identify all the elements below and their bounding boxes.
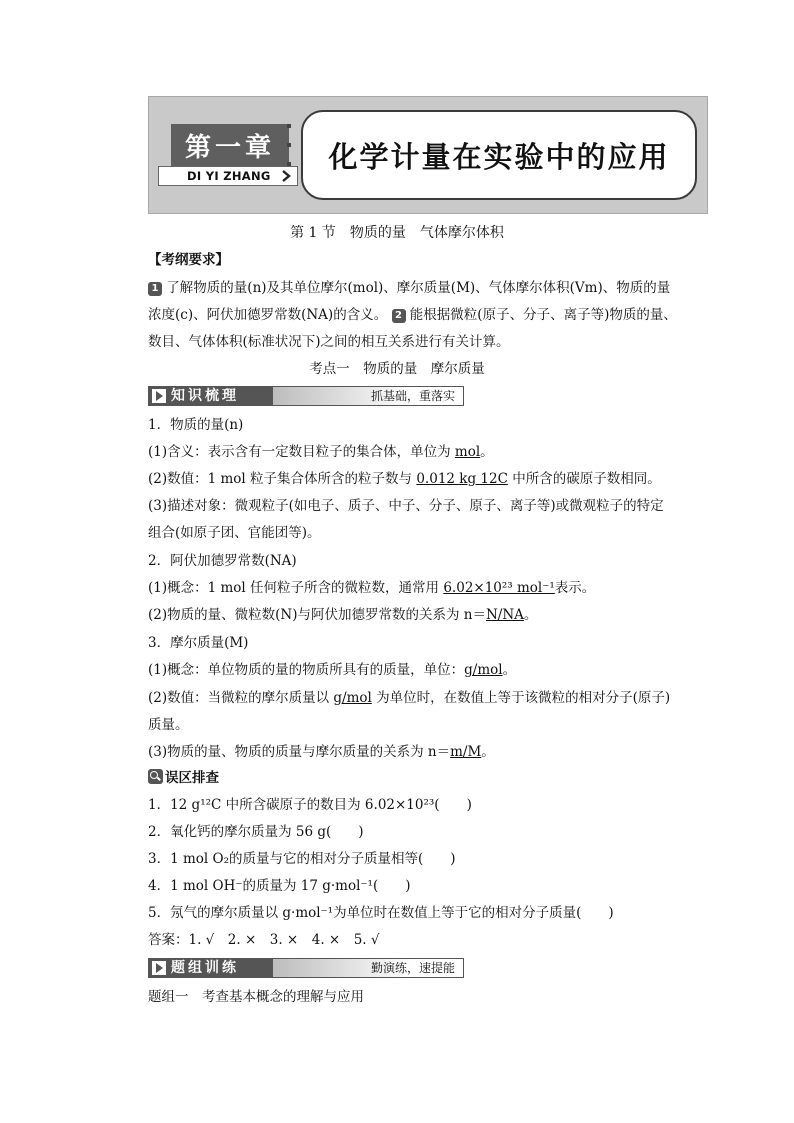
number-badge-1: 1 [148,282,162,296]
section-bar-practice [148,958,464,978]
chevron-right-icon [279,169,293,183]
requirements-heading: 【考纲要求】 [148,252,229,268]
play-icon [152,961,166,975]
chapter-title: 化学计量在实验中的应用 [301,110,697,200]
knowledge-paragraph: (3)物质的量、物质的质量与摩尔质量的关系为 n＝m/M。 [148,744,495,760]
section-bar-knowledge [148,386,464,406]
mistake-item: 4．1 mol OH⁻的质量为 17 g·mol⁻¹( ) [148,878,411,894]
requirements-line-2: 浓度(c)、阿伏加德罗常数(NA)的含义。 2 能根据微粒(原子、分子、离子等)物质的量、 [148,307,677,323]
chapter-label: 第一章 [171,124,289,166]
mistakes-heading: 误区排查 [148,769,219,787]
knowledge-paragraph: (2)数值：当微粒的摩尔质量以 g/mol 为单位时，在数值上等于该微粒的相对分子(原子) [148,690,671,706]
bar-label: 题组训练 [171,960,239,976]
decorative-dots [287,124,293,166]
knowledge-paragraph: (3)描述对象：微观粒子(如电子、质子、中子、分子、原子、离子等)或微观粒子的特定 [148,498,664,514]
knowledge-paragraph: 组合(如原子团、官能团等)。 [148,525,321,541]
requirements-line-1: 1 了解物质的量(n)及其单位摩尔(mol)、摩尔质量(M)、气体摩尔体积(Vm)、物质的量 [148,279,670,297]
mistake-item: 1．12 g¹²C 中所含碳原子的数目为 6.02×10²³( ) [148,797,472,813]
bar-slogan: 抓基础，重落实 [370,389,455,403]
answer-line: 答案：1. √ 2. × 3. × 4. × 5. √ [148,932,380,948]
mistake-item: 2．氧化钙的摩尔质量为 56 g( ) [148,824,364,840]
knowledge-paragraph: (2)数值：1 mol 粒子集合体所含的粒子数与 0.012 kg 12C 中所含的碳原子数相同。 [148,471,661,487]
magnifier-icon [148,769,163,784]
requirements-line-3: 数目、气体体积(标准状况下)之间的相互关系进行有关计算。 [148,334,510,350]
mistake-item: 3．1 mol O₂的质量与它的相对分子质量相等( ) [148,851,456,867]
bar-label: 知识梳理 [171,388,239,404]
bar-slogan: 勤演练，速提能 [370,961,455,975]
knowledge-paragraph: (2)物质的量、微粒数(N)与阿伏加德罗常数的关系为 n＝N/NA。 [148,607,538,623]
section-title: 第 1 节 物质的量 气体摩尔体积 [290,225,504,241]
mistake-item: 5．氖气的摩尔质量以 g·mol⁻¹为单位时在数值上等于它的相对分子质量( ) [148,905,614,921]
topic-title: 考点一 物质的量 摩尔质量 [309,361,485,377]
play-icon [152,389,166,403]
knowledge-heading-3: 3．摩尔质量(M) [148,635,249,651]
question-group-title: 题组一 考查基本概念的理解与应用 [148,989,364,1005]
knowledge-heading-1: 1．物质的量(n) [148,417,244,433]
knowledge-paragraph: (1)概念：单位物质的量的物质所具有的质量，单位：g/mol。 [148,662,517,678]
number-badge-2: 2 [392,309,406,323]
chapter-pinyin: DI YI ZHANG [158,166,298,186]
knowledge-heading-2: 2．阿伏加德罗常数(NA) [148,553,297,569]
knowledge-paragraph: (1)含义：表示含有一定数目粒子的集合体，单位为 mol。 [148,444,494,460]
knowledge-paragraph: 质量。 [148,717,189,733]
knowledge-paragraph: (1)概念：1 mol 任何粒子所含的微粒数，通常用 6.02×10²³ mol⁻¹表示。 [148,580,596,596]
